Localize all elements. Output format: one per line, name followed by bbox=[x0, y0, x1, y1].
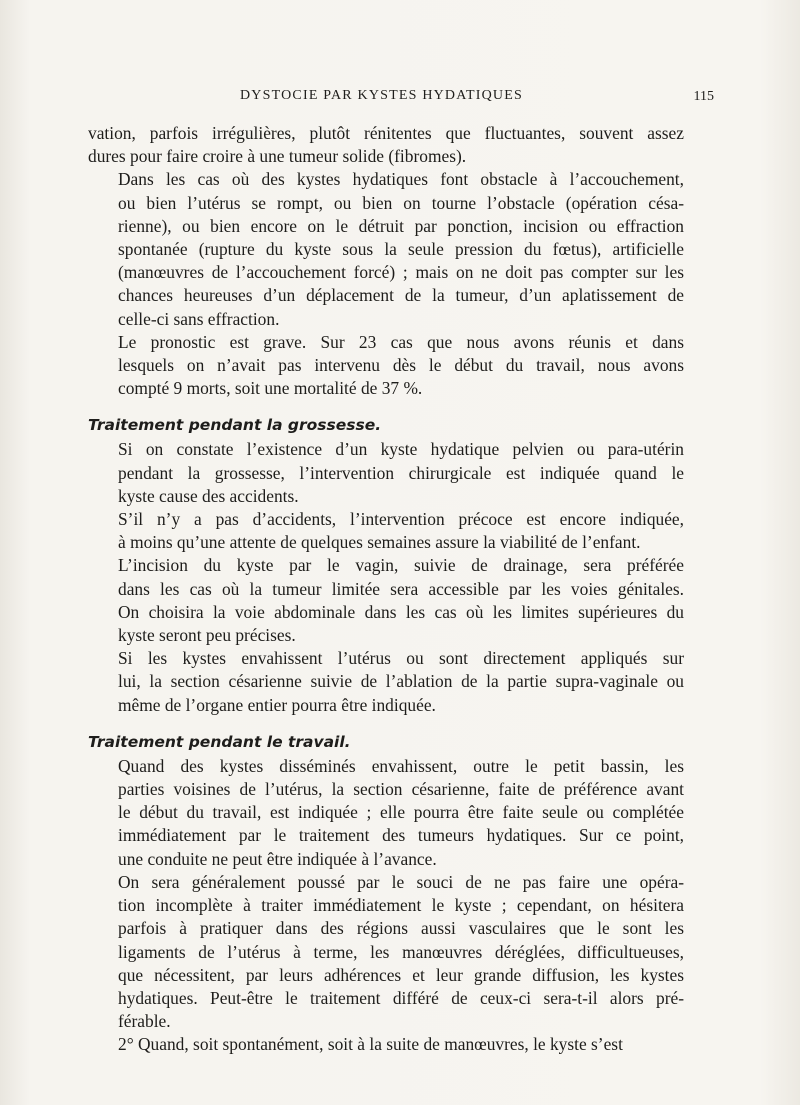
page-number: 115 bbox=[693, 89, 714, 104]
text-line: même de l’organe entier pourra être indiquée. bbox=[118, 694, 436, 715]
text-line: ligaments de l’utérus à terme, les manœuvres déréglées, difficultueuses, bbox=[118, 941, 684, 962]
text-line: lui, la section césarienne suivie de l’ablation de la partie supra-vaginale ou bbox=[118, 671, 684, 692]
text-line: hydatiques. Peut-être le traitement différé de ceux-ci sera-t-il alors pré- bbox=[118, 987, 684, 1008]
text-line: immédiatement par le traitement des tumeurs hydatiques. Sur ce point, bbox=[118, 825, 684, 846]
text-line: kyste cause des accidents. bbox=[118, 485, 299, 506]
paragraph bbox=[88, 554, 684, 647]
text-line: Dans les cas où des kystes hydatiques font obstacle à l’accouchement, bbox=[118, 169, 684, 190]
text-line: une conduite ne peut être indiquée à l’avance. bbox=[118, 848, 437, 869]
page-header bbox=[88, 88, 714, 108]
text-line: On sera généralement poussé par le souci de ne pas faire une opéra- bbox=[118, 871, 684, 892]
text-line: On choisira la voie abdominale dans les cas où les limites supérieures du bbox=[118, 601, 684, 622]
text-line: Quand des kystes disséminés envahissent, outre le petit bassin, les bbox=[118, 755, 684, 776]
text-line: chances heureuses d’un déplacement de la tumeur, d’un aplatissement de bbox=[118, 285, 684, 306]
text-line: le début du travail, est indiquée ; elle pourra être faite seule ou complétée bbox=[118, 802, 684, 823]
text-line: lesquels on n’avait pas intervenu dès le début du travail, nous avons bbox=[118, 355, 684, 376]
paragraph bbox=[88, 508, 684, 554]
paragraph bbox=[88, 168, 684, 330]
paragraph bbox=[88, 438, 684, 508]
text-line: à moins qu’une attente de quelques semaines assure la viabilité de l’enfant. bbox=[118, 532, 641, 553]
paragraph bbox=[88, 871, 684, 1033]
body-text bbox=[88, 122, 684, 1057]
text-line: Le pronostic est grave. Sur 23 cas que nous avons réunis et dans bbox=[118, 331, 684, 352]
running-title: DYSTOCIE PAR KYSTES HYDATIQUES bbox=[240, 88, 523, 103]
paragraph bbox=[88, 1033, 684, 1056]
paragraph bbox=[88, 647, 684, 717]
text-line: L’incision du kyste par le vagin, suivie de drainage, sera préférée bbox=[118, 555, 684, 576]
text-line: Si les kystes envahissent l’utérus ou sont directement appliqués sur bbox=[118, 648, 684, 669]
paragraph bbox=[88, 755, 684, 871]
text-line: (manœuvres de l’accouchement forcé) ; mais on ne doit pas compter sur les bbox=[118, 262, 684, 283]
text-line: dures pour faire croire à une tumeur solide (fibromes). bbox=[88, 146, 467, 167]
text-line: rienne), ou bien encore on le détruit par ponction, incision ou effraction bbox=[118, 215, 684, 236]
text-line: compté 9 morts, soit une mortalité de 37 %. bbox=[118, 378, 423, 399]
text-line: 2° Quand, soit spontanément, soit à la suite de manœuvres, le kyste s’est bbox=[118, 1034, 623, 1055]
text-line: S’il n’y a pas d’accidents, l’intervention précoce est encore indiquée, bbox=[118, 509, 684, 530]
text-line: pendant la grossesse, l’intervention chirurgicale est indiquée quand le bbox=[118, 462, 684, 483]
paragraph bbox=[88, 331, 684, 401]
text-line: que nécessitent, par leurs adhérences et leur grande diffusion, les kystes bbox=[118, 964, 684, 985]
section-heading: Traitement pendant la grossesse. bbox=[88, 416, 382, 435]
text-line: férable. bbox=[118, 1011, 171, 1032]
paragraph bbox=[88, 122, 684, 168]
text-line: tion incomplète à traiter immédiatement le kyste ; cependant, on hésitera bbox=[118, 895, 684, 916]
text-line: kyste seront peu précises. bbox=[118, 625, 296, 646]
text-line: parties voisines de l’utérus, la section césarienne, faite de préférence avant bbox=[118, 779, 684, 800]
text-line: celle-ci sans effraction. bbox=[118, 308, 280, 329]
text-line: vation, parfois irrégulières, plutôt rénitentes que fluctuantes, souvent assez bbox=[88, 123, 684, 143]
section-heading: Traitement pendant le travail. bbox=[88, 732, 351, 751]
text-line: Si on constate l’existence d’un kyste hydatique pelvien ou para-utérin bbox=[118, 439, 684, 460]
text-line: parfois à pratiquer dans des régions aussi vasculaires que le sont les bbox=[118, 918, 684, 939]
text-line: ou bien l’utérus se rompt, ou bien on tourne l’obstacle (opération césa- bbox=[118, 192, 684, 213]
text-line: spontanée (rupture du kyste sous la seule pression du fœtus), artificielle bbox=[118, 239, 684, 260]
text-line: dans les cas où la tumeur limitée sera accessible par les voies génitales. bbox=[118, 578, 684, 599]
